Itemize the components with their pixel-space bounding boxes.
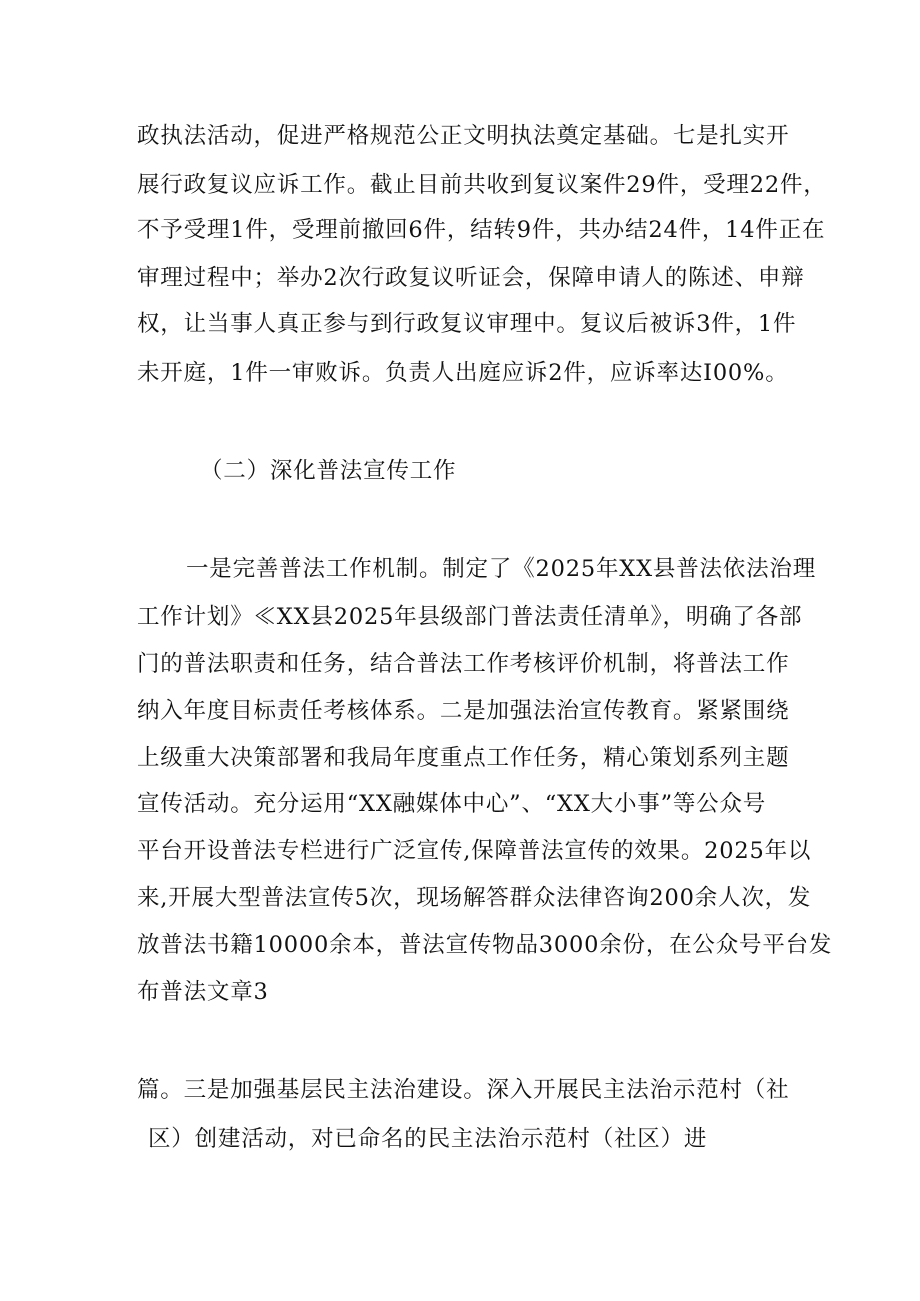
text-line: 来,开展大型普法宣传5次，现场解答群众法律咨询200余人次，发: [137, 885, 812, 911]
text-line: 展行政复议应诉工作。截止目前共收到复议案件29件，受理22件，: [137, 172, 827, 198]
text-line: 上级重大决策部署和我局年度重点工作任务，精心策划系列主题: [137, 745, 790, 771]
text-line: 平台开设普法专栏进行广泛宣传,保障普法宣传的效果。2025年以: [137, 838, 812, 864]
text-line: 未开庭，1件一审败诉。负责人出庭应诉2件，应诉率达I00%。: [137, 360, 789, 386]
text-line: 放普法书籍10000余本，普法宣传物品3000余份，在公众号平台发: [137, 932, 833, 958]
text-line: 门的普法职责和任务，结合普法工作考核评价机制，将普法工作: [137, 651, 790, 677]
text-line: 工作计划》≪XX县2025年县级部门普法责任清单》，明确了各部: [137, 604, 803, 630]
text-line: 政执法活动，促进严格规范公正文明执法奠定基础。七是扎实开: [137, 123, 790, 149]
text-line: 权，让当事人真正参与到行政复议审理中。复议后被诉3件，1件: [137, 311, 797, 337]
text-line: 区）创建活动，对已命名的民主法治示范村（社区）进: [148, 1126, 708, 1152]
text-line: 纳入年度目标责任考核体系。二是加强法治宣传教育。紧紧围绕: [137, 698, 790, 724]
text-line: 一是完善普法工作机制。制定了《2025年XX县普法依法治理: [186, 556, 816, 582]
text-line: 篇。三是加强基层民主法治建设。深入开展民主法治示范村（社: [137, 1077, 790, 1103]
text-line: 审理过程中；举办2次行政复议听证会，保障申请人的陈述、申辩: [137, 265, 805, 291]
text-line: 宣传活动。充分运用“XX融媒体中心”、“XX大小事”等公众号: [137, 791, 767, 817]
text-line: 布普法文章3: [137, 979, 269, 1005]
section-heading: （二）深化普法宣传工作: [200, 458, 457, 484]
text-line: 不予受理1件，受理前撤回6件，结转9件，共办结24件，14件正在: [137, 217, 826, 243]
